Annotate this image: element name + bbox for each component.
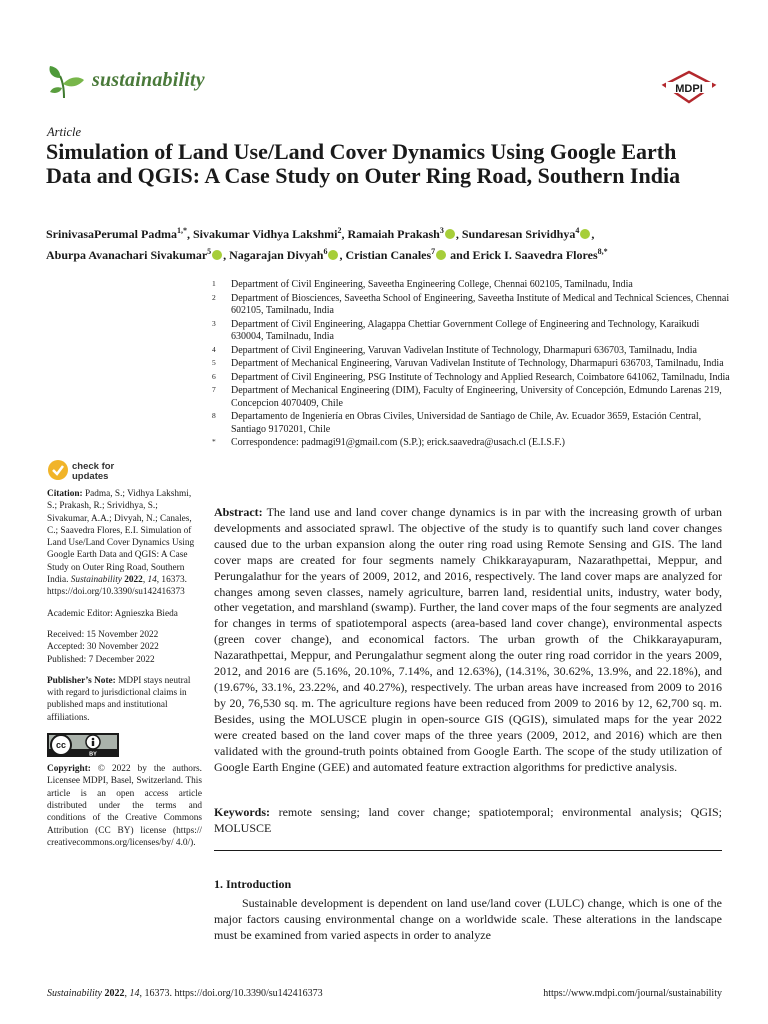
affiliation-number: 4 xyxy=(212,344,216,354)
copyright-block xyxy=(47,763,202,849)
author-affil-sup: 2 xyxy=(337,226,342,235)
affiliation-text: Department of Civil Engineering, Saveetha Engineering College, Chennai 602105, Tamilnadu, India xyxy=(231,279,633,290)
author-name[interactable]: Aburpa Avanachari Sivakumar xyxy=(46,248,208,262)
publisher-note-label: Publisher’s Note: xyxy=(47,675,116,686)
author-affil-sup: 5 xyxy=(207,247,212,256)
affiliation-number: 1 xyxy=(212,279,216,288)
check-for-updates-icon[interactable] xyxy=(47,459,69,481)
author-name[interactable]: Erick I. Saavedra Flores xyxy=(472,248,598,262)
affiliation-text: Department of Civil Engineering, PSG Institute of Technology and Applied Research, Coimbatore 641062, Tamilnadu, India xyxy=(231,371,730,383)
author-name[interactable]: Cristian Canales xyxy=(345,248,432,262)
received-date: Received: 15 November 2022 xyxy=(47,629,159,640)
affiliation-item xyxy=(212,411,732,436)
footer-volume: 14 xyxy=(129,988,140,999)
article-type: Article xyxy=(47,125,82,139)
affiliation-list xyxy=(212,279,732,451)
journal-name[interactable]: sustainability xyxy=(92,69,205,91)
introduction-heading: 1. Introduction xyxy=(214,877,292,891)
author-name[interactable]: SrinivasaPerumal Padma xyxy=(46,227,177,241)
affiliation-item xyxy=(212,293,732,318)
affiliation-item xyxy=(212,372,732,385)
author-list xyxy=(46,222,736,264)
author-separator: and xyxy=(447,248,473,262)
author-affil-sup: 1,* xyxy=(177,226,187,235)
publisher-note xyxy=(47,675,202,724)
section-divider xyxy=(214,850,722,851)
affiliation-number: 8 xyxy=(212,411,216,420)
orcid-icon[interactable] xyxy=(580,229,590,239)
citation-block: Citation: Padma, S.; Vidhya Lakshmi, S.; Prakash, R.; Srividhya, S.; Sivakumar, A.A.; Divyah, N.; Canales, C.; Saavedra Flores, E.I. Simulation of Land Use/Land Cover Dynamics Using Google Earth Data and QGIS: A Case Study on Outer Ring Road, Southern India. Sustainability 2022, 14, 16373. https://doi.org/10.3390/su142416373 xyxy=(47,489,195,598)
affiliation-text: Department of Biosciences, Saveetha School of Engineering, Saveetha Institute of Medical and Technical Sciences, Chennai 602105, Tamilnadu, India xyxy=(231,292,730,316)
keywords xyxy=(214,805,722,837)
published-date: Published: 7 December 2022 xyxy=(47,654,155,665)
mdpi-logo-icon[interactable] xyxy=(660,70,718,104)
orcid-icon[interactable] xyxy=(212,250,222,260)
check-updates-line1: check for xyxy=(72,461,115,472)
affiliation-item xyxy=(212,358,732,371)
introduction-text: Sustainable development is dependent on land use/land cover (LULC) change, which is one of the major factors causing environmental change on a worldwide scale. These alterations in the landscape must be examined from varied aspects in order to analyze xyxy=(214,896,722,942)
affiliation-item xyxy=(212,345,732,358)
orcid-icon[interactable] xyxy=(436,250,446,260)
mdpi-logo-text: MDPI xyxy=(675,83,703,95)
author-affil-sup: 3 xyxy=(439,226,444,235)
affiliation-text: Department of Civil Engineering, Alagappa Chettiar Government College of Engineering and Technology, Karaikudi 630004, Tamilnadu, India xyxy=(231,318,700,342)
footer-citation: Sustainability 2022, 14, 16373. https://doi.org/10.3390/su142416373 xyxy=(47,988,323,999)
copyright-text: © 2022 by the authors. Licensee MDPI, Basel, Switzerland. This article is an open access article distributed under the terms and conditions of the Creative Commons Attribution (CC BY) license (https:// creativecommons.org/licenses/by/ 4.0/). xyxy=(47,764,202,848)
abstract-label: Abstract: xyxy=(214,505,263,519)
affiliation-number: 6 xyxy=(212,371,216,381)
footer-journal: Sustainability xyxy=(47,988,102,999)
journal-leaf-logo-icon[interactable] xyxy=(46,64,86,100)
affiliation-text: Department of Civil Engineering, Varuvan Vadivelan Institute of Technology, Dharmapuri 636703, Tamilnadu, India xyxy=(231,344,697,356)
abstract-text: The land use and land cover change dynamics is in par with the increasing growth of urban developments and associated sprawl. The objective of the study is to quantify such land cover changes caused due to the urban expansion along the outer ring road using Remote Sensing and GIS. The land cover maps are created for four segments namely Chikkarayapuram, Nazarathpettai, Meppur, and Perungalathur for the years of 2009, 2012, and 2016, respectively. The land cover maps are analyzed for changes among seven classes, namely agriculture, barren land, residential units, industry, water body, other vegetation, and marshland (swamp). Further, the land cover maps of the four segments are analyzed for changes in terms of spatiotemporal aspects (area-based land cover change), environmental aspects (green cover change), and economical factors. The urban growth of the Chikkarayapuram, Nazarathpettai, Meppur, and Perungalathur segment along the outer ring road corridor in the years 2009, 2012, and 2016 are (5.16%, 20.10%, 7.14%, and 12.63%), (14.31%, 30.62%, 13.9%, and 22.18%), and (19.67%, 33.1%, 23.22%, and 40.27%), respectively. The urban areas have increased from 2009 to 2016 by 20, 76,530 sq. m. The agriculture regions have been reduced from 2009 to 2016 by 12, 62,700 sq. m. Besides, using the MOLUSCE plugin in open-source GIS (QGIS), simulated maps for the year 2022 were created based on the land cover maps of the three years (2009, 2012, and 2016) which are then validated with the ground-truth points obtained from Google Earth. The scope of the study utilization of Google Earth Engine (GEE) and automated feature extraction algorithms for predictive analysis. xyxy=(214,505,722,774)
cc-by-license-icon[interactable] xyxy=(47,733,119,757)
author-separator: , xyxy=(455,227,462,241)
citation-year: 2022 xyxy=(124,575,143,586)
author-separator: , xyxy=(591,227,595,241)
correspondence-item xyxy=(212,437,732,450)
orcid-icon[interactable] xyxy=(445,229,455,239)
author-separator: , xyxy=(187,227,193,241)
affiliation-item xyxy=(212,319,732,344)
affiliation-text: Department of Mechanical Engineering, Varuvan Vadivelan Institute of Technology, Dharmapuri 636703, Tamilnadu, India xyxy=(231,358,724,369)
abstract xyxy=(214,505,722,775)
author-name[interactable]: Nagarajan Divyah xyxy=(229,248,324,262)
citation-volume: 14 xyxy=(147,575,157,586)
correspondence-text[interactable]: Correspondence: padmagi91@gmail.com (S.P.); erick.saavedra@usach.cl (E.I.S.F.) xyxy=(231,437,565,448)
author-name[interactable]: Sundaresan Srividhya xyxy=(461,227,576,241)
keywords-label: Keywords: xyxy=(214,805,270,819)
sidebar xyxy=(47,488,202,858)
affiliation-number: 2 xyxy=(212,292,216,302)
footer-doi-link[interactable]: , 16373. https://doi.org/10.3390/su142416373 xyxy=(139,988,323,999)
publisher-note-text: MDPI stays neutral with regard to jurisdictional claims in published maps and institutional affiliations. xyxy=(47,675,191,723)
check-updates-line2: updates xyxy=(72,471,109,482)
keywords-text: remote sensing; land cover change; spatiotemporal; environmental analysis; QGIS; MOLUSCE xyxy=(214,805,723,835)
accepted-date: Accepted: 30 November 2022 xyxy=(47,642,159,653)
svg-text:cc: cc xyxy=(55,740,67,751)
affiliation-number: 7 xyxy=(212,385,216,394)
affiliation-item xyxy=(212,385,732,410)
check-for-updates-label[interactable] xyxy=(72,462,114,482)
author-affil-sup: 6 xyxy=(323,247,328,256)
author-affil-sup: 8,* xyxy=(597,247,608,256)
svg-text:BY: BY xyxy=(89,751,97,758)
citation-journal: Sustainability xyxy=(70,575,122,586)
author-name[interactable]: Sivakumar Vidhya Lakshmi xyxy=(193,227,338,241)
citation-label: Citation: xyxy=(47,489,83,499)
affiliation-number: * xyxy=(212,437,216,446)
affiliation-text: Department of Mechanical Engineering (DIM), Faculty of Engineering, University of Concepción, Edmundo Larenas 219, Concepcion 4070409, Chile xyxy=(231,385,722,409)
copyright-label: Copyright: xyxy=(47,764,91,775)
affiliation-text: Departamento de Ingeniería en Obras Civiles, Universidad de Santiago de Chile, Av. Ecuador 3659, Estación Central, Santiago 9170201, Chile xyxy=(231,411,702,435)
author-name[interactable]: Ramaiah Prakash xyxy=(347,227,440,241)
citation-text: Padma, S.; Vidhya Lakshmi, S.; Prakash, R.; Srividhya, S.; Sivakumar, A.A.; Divyah, N.; Canales, C.; Saavedra Flores, E.I. Simulation of Land Use/Land Cover Dynamics Using Google Earth Data and QGIS: A Case Study on Outer Ring Road, Southern India. xyxy=(47,489,195,586)
orcid-icon[interactable] xyxy=(328,250,338,260)
academic-editor: Academic Editor: Agnieszka Bieda xyxy=(47,608,178,619)
affiliation-number: 3 xyxy=(212,318,216,328)
author-separator: , xyxy=(341,227,348,241)
dates-block xyxy=(47,629,202,666)
footer-journal-url[interactable]: https://www.mdpi.com/journal/sustainability xyxy=(543,988,722,999)
author-affil-sup: 4 xyxy=(575,226,580,235)
citation-doi[interactable]: , 16373. https://doi.org/10.3390/su142416373 xyxy=(47,575,187,598)
author-affil-sup: 7 xyxy=(431,247,436,256)
author-separator: , xyxy=(339,248,346,262)
author-separator: , xyxy=(223,248,230,262)
affiliation-item xyxy=(212,279,732,292)
article-title: Simulation of Land Use/Land Cover Dynamics Using Google Earth Data and QGIS: A Case Study on Outer Ring Road, Southern India xyxy=(46,139,681,188)
footer-year: 2022 xyxy=(104,988,125,999)
affiliation-number: 5 xyxy=(212,358,216,367)
